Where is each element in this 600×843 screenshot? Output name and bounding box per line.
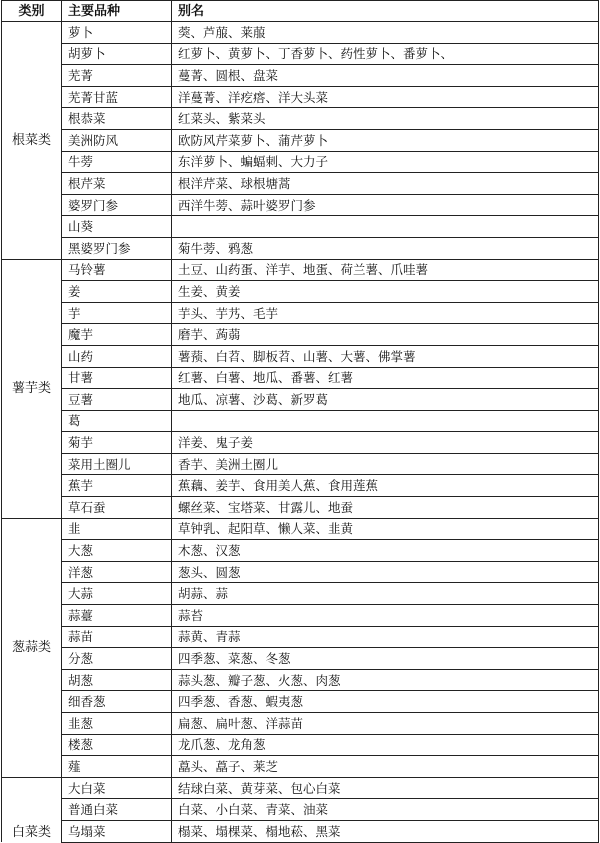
variety-cell: 乌塌菜 <box>62 820 172 842</box>
alias-cell: 菊牛蒡、鸦葱 <box>172 237 599 259</box>
table-row <box>2 194 599 216</box>
table-row <box>2 410 599 432</box>
variety-cell: 胡萝卜 <box>62 43 172 65</box>
variety-cell: 菊芋 <box>62 432 172 454</box>
table-row <box>2 648 599 670</box>
variety-cell: 芋 <box>62 302 172 324</box>
alias-cell: 薯蓣、白苕、脚板苕、山薯、大薯、佛掌薯 <box>172 345 599 367</box>
alias-cell: 龙爪葱、龙角葱 <box>172 734 599 756</box>
variety-cell: 牛蒡 <box>62 151 172 173</box>
alias-cell: 螺丝菜、宝塔菜、甘露儿、地蚕 <box>172 497 599 519</box>
variety-cell: 普通白菜 <box>62 799 172 821</box>
table-row <box>2 475 599 497</box>
table-row <box>2 345 599 367</box>
alias-cell: 扁葱、扁叶葱、洋蒜苗 <box>172 713 599 735</box>
table-row <box>2 237 599 259</box>
variety-cell: 葛 <box>62 410 172 432</box>
table-row <box>2 691 599 713</box>
alias-cell: 结球白菜、黄芽菜、包心白菜 <box>172 777 599 799</box>
alias-cell: 葖、芦菔、莱菔 <box>172 22 599 44</box>
alias-cell: 红菜头、紫菜头 <box>172 108 599 130</box>
alias-cell <box>172 410 599 432</box>
vegetable-alias-table <box>1 0 599 843</box>
table-row <box>2 669 599 691</box>
table-row <box>2 43 599 65</box>
alias-cell: 磨芋、蒟蒻 <box>172 324 599 346</box>
variety-cell: 姜 <box>62 281 172 303</box>
table-row <box>2 259 599 281</box>
alias-cell: 四季葱、菜葱、冬葱 <box>172 648 599 670</box>
alias-cell: 红薯、白薯、地瓜、番薯、红薯 <box>172 367 599 389</box>
header-variety: 主要品种 <box>62 1 172 22</box>
table-row <box>2 605 599 627</box>
variety-cell: 细香葱 <box>62 691 172 713</box>
variety-cell: 菜用土圈儿 <box>62 453 172 475</box>
variety-cell: 美洲防风 <box>62 129 172 151</box>
variety-cell: 马铃薯 <box>62 259 172 281</box>
alias-cell: 胡蒜、蒜 <box>172 583 599 605</box>
alias-cell: 根洋芹菜、球根塘蒿 <box>172 173 599 195</box>
variety-cell: 山药 <box>62 345 172 367</box>
variety-cell: 魔芋 <box>62 324 172 346</box>
table-row <box>2 453 599 475</box>
alias-cell: 蒜苔 <box>172 605 599 627</box>
variety-cell: 蕉芋 <box>62 475 172 497</box>
variety-cell: 胡葱 <box>62 669 172 691</box>
alias-cell: 草钟乳、起阳草、懒人菜、韭黄 <box>172 518 599 540</box>
alias-cell: 土豆、山药蛋、洋芋、地蛋、荷兰薯、爪哇薯 <box>172 259 599 281</box>
alias-cell: 洋姜、鬼子姜 <box>172 432 599 454</box>
header-category: 类别 <box>2 1 62 22</box>
table-row <box>2 497 599 519</box>
variety-cell: 韭葱 <box>62 713 172 735</box>
table-row <box>2 583 599 605</box>
table-row <box>2 518 599 540</box>
variety-cell: 韭 <box>62 518 172 540</box>
variety-cell: 薤 <box>62 756 172 778</box>
category-cell: 根菜类 <box>2 22 62 260</box>
alias-cell: 蒜黄、青蒜 <box>172 626 599 648</box>
variety-cell: 蒜薹 <box>62 605 172 627</box>
variety-cell: 婆罗门参 <box>62 194 172 216</box>
alias-cell: 蒜头葱、瓣子葱、火葱、肉葱 <box>172 669 599 691</box>
variety-cell: 分葱 <box>62 648 172 670</box>
category-cell: 葱蒜类 <box>2 518 62 777</box>
variety-cell: 甘薯 <box>62 367 172 389</box>
table-row <box>2 540 599 562</box>
category-cell: 白菜类 <box>2 777 62 842</box>
category-cell: 薯芋类 <box>2 259 62 518</box>
table-row <box>2 820 599 842</box>
table-row <box>2 799 599 821</box>
table-row <box>2 367 599 389</box>
variety-cell: 楼葱 <box>62 734 172 756</box>
alias-cell: 芋头、芋艿、毛芋 <box>172 302 599 324</box>
variety-cell: 萝卜 <box>62 22 172 44</box>
table-row <box>2 756 599 778</box>
table-row <box>2 151 599 173</box>
table-row <box>2 108 599 130</box>
alias-cell: 榻菜、塌棵菜、榻地菘、黑菜 <box>172 820 599 842</box>
table-row <box>2 65 599 87</box>
alias-cell: 红萝卜、黄萝卜、丁香萝卜、药性萝卜、番萝卜、 <box>172 43 599 65</box>
alias-cell: 藠头、藠子、莱芝 <box>172 756 599 778</box>
variety-cell: 蒜苗 <box>62 626 172 648</box>
alias-cell: 葱头、圆葱 <box>172 561 599 583</box>
table-row <box>2 173 599 195</box>
table-row <box>2 86 599 108</box>
alias-cell: 欧防风芹菜萝卜、蒲芹萝卜 <box>172 129 599 151</box>
header-row <box>2 1 599 22</box>
variety-cell: 根恭菜 <box>62 108 172 130</box>
alias-cell: 香芋、美洲土圈儿 <box>172 453 599 475</box>
table-row <box>2 734 599 756</box>
alias-cell: 白菜、小白菜、青菜、油菜 <box>172 799 599 821</box>
table-row <box>2 713 599 735</box>
table-row <box>2 626 599 648</box>
variety-cell: 大蒜 <box>62 583 172 605</box>
table-body <box>2 22 599 843</box>
variety-cell: 豆薯 <box>62 389 172 411</box>
table-row <box>2 561 599 583</box>
table-row <box>2 432 599 454</box>
alias-cell: 地瓜、凉薯、沙葛、新罗葛 <box>172 389 599 411</box>
variety-cell: 芜菁甘蓝 <box>62 86 172 108</box>
variety-cell: 洋葱 <box>62 561 172 583</box>
alias-cell: 蔓菁、圆根、盘菜 <box>172 65 599 87</box>
variety-cell: 芜菁 <box>62 65 172 87</box>
variety-cell: 黑婆罗门参 <box>62 237 172 259</box>
table-row <box>2 22 599 44</box>
table-row <box>2 216 599 238</box>
alias-cell: 东洋萝卜、蝙蝠刺、大力子 <box>172 151 599 173</box>
variety-cell: 大白菜 <box>62 777 172 799</box>
variety-cell: 根芹菜 <box>62 173 172 195</box>
alias-cell: 木葱、汉葱 <box>172 540 599 562</box>
alias-cell <box>172 216 599 238</box>
variety-cell: 大葱 <box>62 540 172 562</box>
table-row <box>2 324 599 346</box>
alias-cell: 洋蔓菁、洋疙瘩、洋大头菜 <box>172 86 599 108</box>
alias-cell: 四季葱、香葱、蝦夷葱 <box>172 691 599 713</box>
table-row <box>2 129 599 151</box>
table-row <box>2 389 599 411</box>
alias-cell: 生姜、黄姜 <box>172 281 599 303</box>
table-row <box>2 302 599 324</box>
header-alias: 别名 <box>172 1 599 22</box>
alias-cell: 西洋牛蒡、蒜叶婆罗门参 <box>172 194 599 216</box>
table-row <box>2 281 599 303</box>
alias-cell: 蕉藕、姜芋、食用美人蕉、食用莲蕉 <box>172 475 599 497</box>
variety-cell: 草石蚕 <box>62 497 172 519</box>
variety-cell: 山葵 <box>62 216 172 238</box>
table-row <box>2 777 599 799</box>
